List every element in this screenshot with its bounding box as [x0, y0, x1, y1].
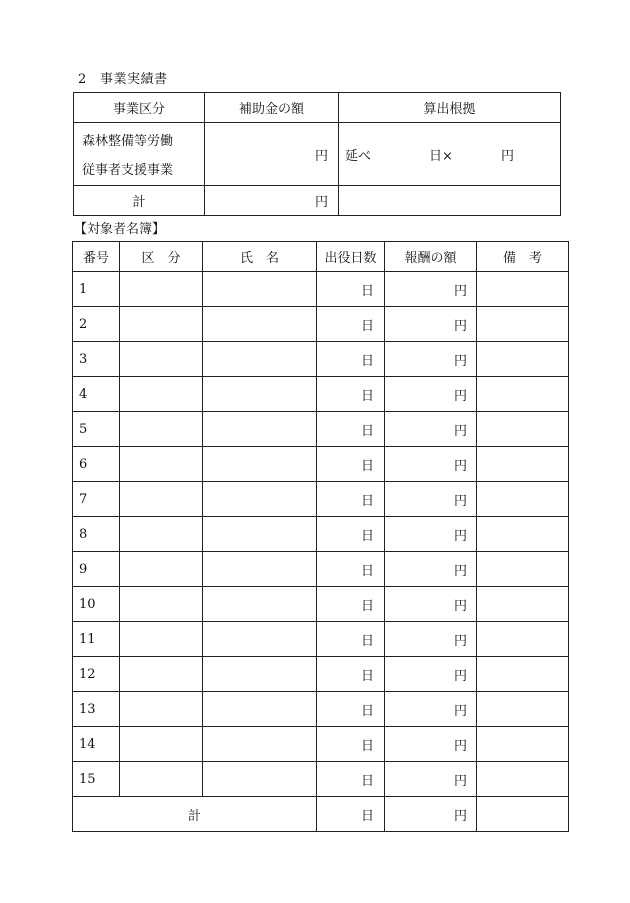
- summary-total-unit: 円: [314, 195, 328, 210]
- row-remarks[interactable]: [477, 657, 569, 692]
- row-name[interactable]: [203, 272, 317, 307]
- calc-days: 日×: [429, 148, 453, 164]
- table-row: [73, 412, 569, 447]
- row-number: 2: [73, 307, 120, 342]
- row-pay[interactable]: 円: [385, 657, 477, 692]
- row-division[interactable]: [120, 762, 203, 797]
- roster-header-row: [73, 242, 569, 272]
- header-division: 区 分: [120, 242, 203, 272]
- table-row: [73, 727, 569, 762]
- amount-cell[interactable]: [205, 123, 339, 186]
- row-days[interactable]: 日: [317, 342, 385, 377]
- row-number: 7: [73, 482, 120, 517]
- calc-yen: 円: [501, 148, 515, 164]
- row-division[interactable]: [120, 657, 203, 692]
- row-days[interactable]: 日: [317, 482, 385, 517]
- row-number: 8: [73, 517, 120, 552]
- row-name[interactable]: [203, 727, 317, 762]
- row-name[interactable]: [203, 552, 317, 587]
- row-division[interactable]: [120, 482, 203, 517]
- table-row: [73, 552, 569, 587]
- row-days[interactable]: 日: [317, 517, 385, 552]
- row-remarks[interactable]: [477, 412, 569, 447]
- summary-header-row: [74, 93, 561, 123]
- table-row: [73, 622, 569, 657]
- row-division[interactable]: [120, 412, 203, 447]
- row-number: 14: [73, 727, 120, 762]
- roster-total-remarks[interactable]: [477, 797, 569, 832]
- header-basis: 算出根拠: [339, 93, 561, 123]
- row-division[interactable]: [120, 622, 203, 657]
- row-pay[interactable]: 円: [385, 272, 477, 307]
- table-row: [73, 657, 569, 692]
- row-remarks[interactable]: [477, 552, 569, 587]
- row-days[interactable]: 日: [317, 727, 385, 762]
- header-name: 氏 名: [203, 242, 317, 272]
- row-division[interactable]: [120, 552, 203, 587]
- summary-total-basis[interactable]: [339, 186, 561, 216]
- table-row: [73, 762, 569, 797]
- row-name[interactable]: [203, 692, 317, 727]
- row-division[interactable]: [120, 587, 203, 622]
- row-days[interactable]: 日: [317, 762, 385, 797]
- row-division[interactable]: [120, 447, 203, 482]
- row-days[interactable]: 日: [317, 272, 385, 307]
- row-name[interactable]: [203, 342, 317, 377]
- basis-cell[interactable]: [339, 123, 561, 186]
- row-remarks[interactable]: [477, 377, 569, 412]
- summary-row: [74, 123, 561, 186]
- row-number: 13: [73, 692, 120, 727]
- header-category: 事業区分: [74, 93, 205, 123]
- header-amount: 補助金の額: [205, 93, 339, 123]
- row-number: 9: [73, 552, 120, 587]
- row-remarks[interactable]: [477, 517, 569, 552]
- row-name[interactable]: [203, 587, 317, 622]
- row-pay[interactable]: 円: [385, 692, 477, 727]
- table-row: [73, 482, 569, 517]
- row-days[interactable]: 日: [317, 692, 385, 727]
- row-remarks[interactable]: [477, 272, 569, 307]
- roster-table: [72, 241, 569, 832]
- table-row: [73, 307, 569, 342]
- row-division[interactable]: [120, 517, 203, 552]
- roster-total-days[interactable]: 日: [317, 797, 385, 832]
- row-pay[interactable]: 円: [385, 377, 477, 412]
- row-days[interactable]: 日: [317, 307, 385, 342]
- row-number: 6: [73, 447, 120, 482]
- row-number: 15: [73, 762, 120, 797]
- roster-total-label: 計: [73, 797, 317, 832]
- row-number: 1: [73, 272, 120, 307]
- row-remarks[interactable]: [477, 587, 569, 622]
- row-name[interactable]: [203, 307, 317, 342]
- row-number: 11: [73, 622, 120, 657]
- summary-total-amount[interactable]: [205, 186, 339, 216]
- row-days[interactable]: 日: [317, 412, 385, 447]
- amount-unit: 円: [314, 148, 328, 164]
- summary-table: [73, 92, 561, 216]
- row-remarks[interactable]: [477, 307, 569, 342]
- table-row: [73, 377, 569, 412]
- row-name[interactable]: [203, 762, 317, 797]
- row-pay[interactable]: 円: [385, 447, 477, 482]
- section-title: [78, 68, 168, 87]
- table-row: [73, 342, 569, 377]
- row-name[interactable]: [203, 657, 317, 692]
- row-division[interactable]: [120, 307, 203, 342]
- row-pay[interactable]: 円: [385, 587, 477, 622]
- table-row: [73, 587, 569, 622]
- row-pay[interactable]: 円: [385, 482, 477, 517]
- header-remarks: 備 考: [477, 242, 569, 272]
- row-pay[interactable]: 円: [385, 342, 477, 377]
- row-days[interactable]: 日: [317, 377, 385, 412]
- table-row: [73, 517, 569, 552]
- row-remarks[interactable]: [477, 727, 569, 762]
- row-name[interactable]: [203, 377, 317, 412]
- calc-prefix: 延べ: [345, 148, 372, 164]
- row-division[interactable]: [120, 692, 203, 727]
- row-remarks[interactable]: [477, 482, 569, 517]
- row-name[interactable]: [203, 482, 317, 517]
- row-division[interactable]: [120, 272, 203, 307]
- section-heading: 事業実績書: [100, 72, 168, 87]
- summary-total-label: 計: [74, 186, 205, 216]
- row-name[interactable]: [203, 447, 317, 482]
- row-name[interactable]: [203, 622, 317, 657]
- row-pay[interactable]: 円: [385, 727, 477, 762]
- table-row: [73, 692, 569, 727]
- row-days[interactable]: 日: [317, 552, 385, 587]
- row-pay[interactable]: 円: [385, 552, 477, 587]
- roster-total-row: [73, 797, 569, 832]
- row-remarks[interactable]: [477, 622, 569, 657]
- header-number: 番号: [73, 242, 120, 272]
- row-number: 4: [73, 377, 120, 412]
- row-days[interactable]: 日: [317, 657, 385, 692]
- category-line-2: 従事者支援事業: [82, 163, 174, 178]
- row-pay[interactable]: 円: [385, 762, 477, 797]
- row-pay[interactable]: 円: [385, 412, 477, 447]
- row-pay[interactable]: 円: [385, 307, 477, 342]
- row-pay[interactable]: 円: [385, 517, 477, 552]
- summary-total-row: [74, 186, 561, 216]
- category-line-1: 森林整備等労働: [82, 134, 174, 149]
- row-number: 10: [73, 587, 120, 622]
- row-name[interactable]: [203, 412, 317, 447]
- row-days[interactable]: 日: [317, 622, 385, 657]
- table-row: [73, 272, 569, 307]
- roster-total-pay[interactable]: 円: [385, 797, 477, 832]
- row-remarks[interactable]: [477, 762, 569, 797]
- roster-title: 【対象者名簿】: [74, 222, 166, 237]
- header-days: 出役日数: [317, 242, 385, 272]
- row-days[interactable]: 日: [317, 447, 385, 482]
- row-remarks[interactable]: [477, 692, 569, 727]
- row-division[interactable]: [120, 342, 203, 377]
- row-division[interactable]: [120, 727, 203, 762]
- row-name[interactable]: [203, 517, 317, 552]
- row-number: 12: [73, 657, 120, 692]
- header-pay: 報酬の額: [385, 242, 477, 272]
- row-number: 3: [73, 342, 120, 377]
- category-cell: [74, 123, 205, 186]
- row-days[interactable]: 日: [317, 587, 385, 622]
- row-division[interactable]: [120, 377, 203, 412]
- row-remarks[interactable]: [477, 342, 569, 377]
- section-number: 2: [78, 72, 87, 87]
- row-remarks[interactable]: [477, 447, 569, 482]
- row-pay[interactable]: 円: [385, 622, 477, 657]
- row-number: 5: [73, 412, 120, 447]
- table-row: [73, 447, 569, 482]
